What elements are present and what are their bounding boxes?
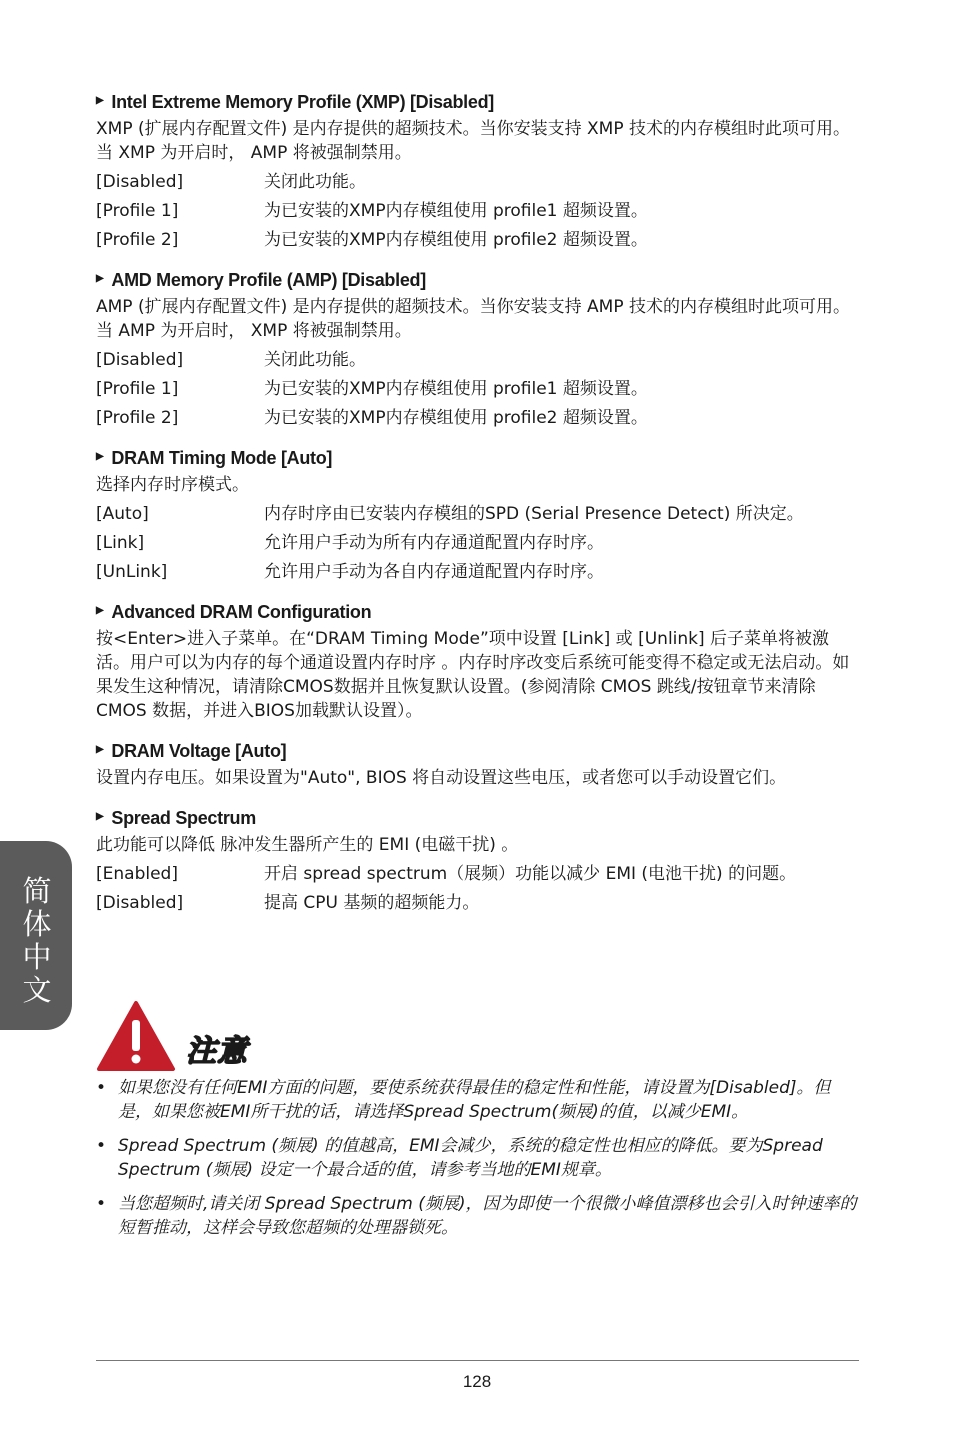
option-key: [Profile 2] [96,408,179,428]
option-value: 关闭此功能。 [264,350,366,370]
option-row [96,228,856,252]
option-row [96,862,856,886]
option-row [96,406,856,430]
setting-description: 设置内存电压。如果设置为"Auto", BIOS 将自动设置这些电压，或者您可以手动设置它们。 [96,768,787,788]
setting-section [96,739,856,790]
option-value: 为已安装的XMP内存模组使用 profile2 超频设置。 [264,230,648,250]
setting-section [96,446,856,584]
setting-description: 选择内存时序模式。 [96,475,249,495]
triangle-bullet-icon: ▶ [96,811,104,822]
setting-description: AMP (扩展内存配置文件) 是内存提供的超频技术。当你安装支持 AMP 技术的内存模组时此项可用。当 AMP 为开启时， XMP 将被强制禁用。 [96,297,850,341]
setting-title-text: DRAM Voltage [Auto] [111,741,287,761]
triangle-bullet-icon: ▶ [96,744,104,755]
caution-item [96,1134,860,1182]
setting-title [96,90,856,114]
setting-title [96,806,856,830]
triangle-bullet-icon: ▶ [96,95,104,106]
caution-item-text: 如果您没有任何EMI方面的问题，要使系统获得最佳的稳定性和性能，请设置为[Disabled]。但是，如果您被EMI所干扰的话，请选择Spread Spectrum(频展)的值，以减少EMI。 [118,1078,831,1122]
option-row [96,502,856,526]
option-key: [Disabled] [96,350,184,370]
bullet-icon: • [96,1194,107,1214]
setting-title-text: Intel Extreme Memory Profile (XMP) [Disabled] [111,92,494,112]
warning-triangle-icon [96,1000,176,1072]
setting-title [96,446,856,470]
option-value: 提高 CPU 基频的超频能力。 [264,893,480,913]
setting-title-text: Spread Spectrum [111,808,256,828]
option-row [96,560,856,584]
caution-item [96,1076,860,1124]
option-key: [UnLink] [96,562,168,582]
bios-settings-content [96,90,856,931]
option-row [96,891,856,915]
bullet-icon: • [96,1078,107,1098]
setting-title-text: AMD Memory Profile (AMP) [Disabled] [111,270,426,290]
footer-divider [96,1360,859,1361]
caution-item-text: Spread Spectrum (频展) 的值越高，EMI会减少，系统的稳定性也相应的降低。要为Spread Spectrum (频展) 设定一个最合适的值，请参考当地的EMI规章。 [118,1136,823,1180]
setting-section [96,806,856,915]
setting-description: 按<Enter>进入子菜单。在“DRAM Timing Mode”项中设置 [Link] 或 [Unlink] 后子菜单将被激活。用户可以为内存的每个通道设置内存时序 。内存时序改变后系统可能变得不稳定或无法启动。如果发生这种情况，请清除CMOS数据并且恢复默认设置。(参阅清除 CMOS 跳线/按钮章节来清除CMOS 数据，并进入BIOS加载默认设置）。 [96,629,850,721]
option-value: 允许用户手动为各自内存通道配置内存时序。 [264,562,604,582]
option-key: [Disabled] [96,172,184,192]
option-key: [Profile 2] [96,230,179,250]
option-value: 内存时序由已安装内存模组的SPD (Serial Presence Detect) 所决定。 [264,504,804,524]
option-value: 开启 spread spectrum（展频）功能以减少 EMI (电池干扰) 的问题。 [264,864,797,884]
setting-title-text: Advanced DRAM Configuration [111,602,372,622]
caution-list [96,1076,860,1250]
option-row [96,377,856,401]
triangle-bullet-icon: ▶ [96,451,104,462]
caution-item-text: 当您超频时,请关闭 Spread Spectrum (频展)，因为即使一个很微小峰值漂移也会引入时钟速率的短暂推动，这样会导致您超频的处理器锁死。 [118,1194,857,1238]
option-row [96,531,856,555]
setting-title-text: DRAM Timing Mode [Auto] [111,448,333,468]
setting-section [96,600,856,723]
setting-section [96,90,856,252]
option-value: 为已安装的XMP内存模组使用 profile1 超频设置。 [264,201,648,221]
page-number: 128 [462,1372,492,1391]
setting-title [96,600,856,624]
setting-title [96,739,856,763]
option-row [96,199,856,223]
option-value: 关闭此功能。 [264,172,366,192]
bullet-icon: • [96,1136,107,1156]
option-key: [Profile 1] [96,201,179,221]
setting-title [96,268,856,292]
setting-description: 此功能可以降低 脉冲发生器所产生的 EMI (电磁干扰) 。 [96,835,519,855]
option-key: [Auto] [96,504,149,524]
caution-title: 注意 [186,1034,248,1069]
option-key: [Enabled] [96,864,178,884]
option-key: [Link] [96,533,145,553]
side-tab-label: 简体中文 [22,874,52,1007]
caution-item [96,1192,860,1240]
option-row [96,170,856,194]
option-value: 为已安装的XMP内存模组使用 profile2 超频设置。 [264,408,648,428]
triangle-bullet-icon: ▶ [96,273,104,284]
triangle-bullet-icon: ▶ [96,605,104,616]
option-row [96,348,856,372]
setting-section [96,268,856,430]
option-key: [Disabled] [96,893,184,913]
setting-description: XMP (扩展内存配置文件) 是内存提供的超频技术。当你安装支持 XMP 技术的内存模组时此项可用。当 XMP 为开启时， AMP 将被强制禁用。 [96,119,851,163]
language-side-tab [0,841,72,1030]
option-value: 允许用户手动为所有内存通道配置内存时序。 [264,533,604,553]
option-value: 为已安装的XMP内存模组使用 profile1 超频设置。 [264,379,648,399]
option-key: [Profile 1] [96,379,179,399]
caution-header [96,1000,248,1072]
